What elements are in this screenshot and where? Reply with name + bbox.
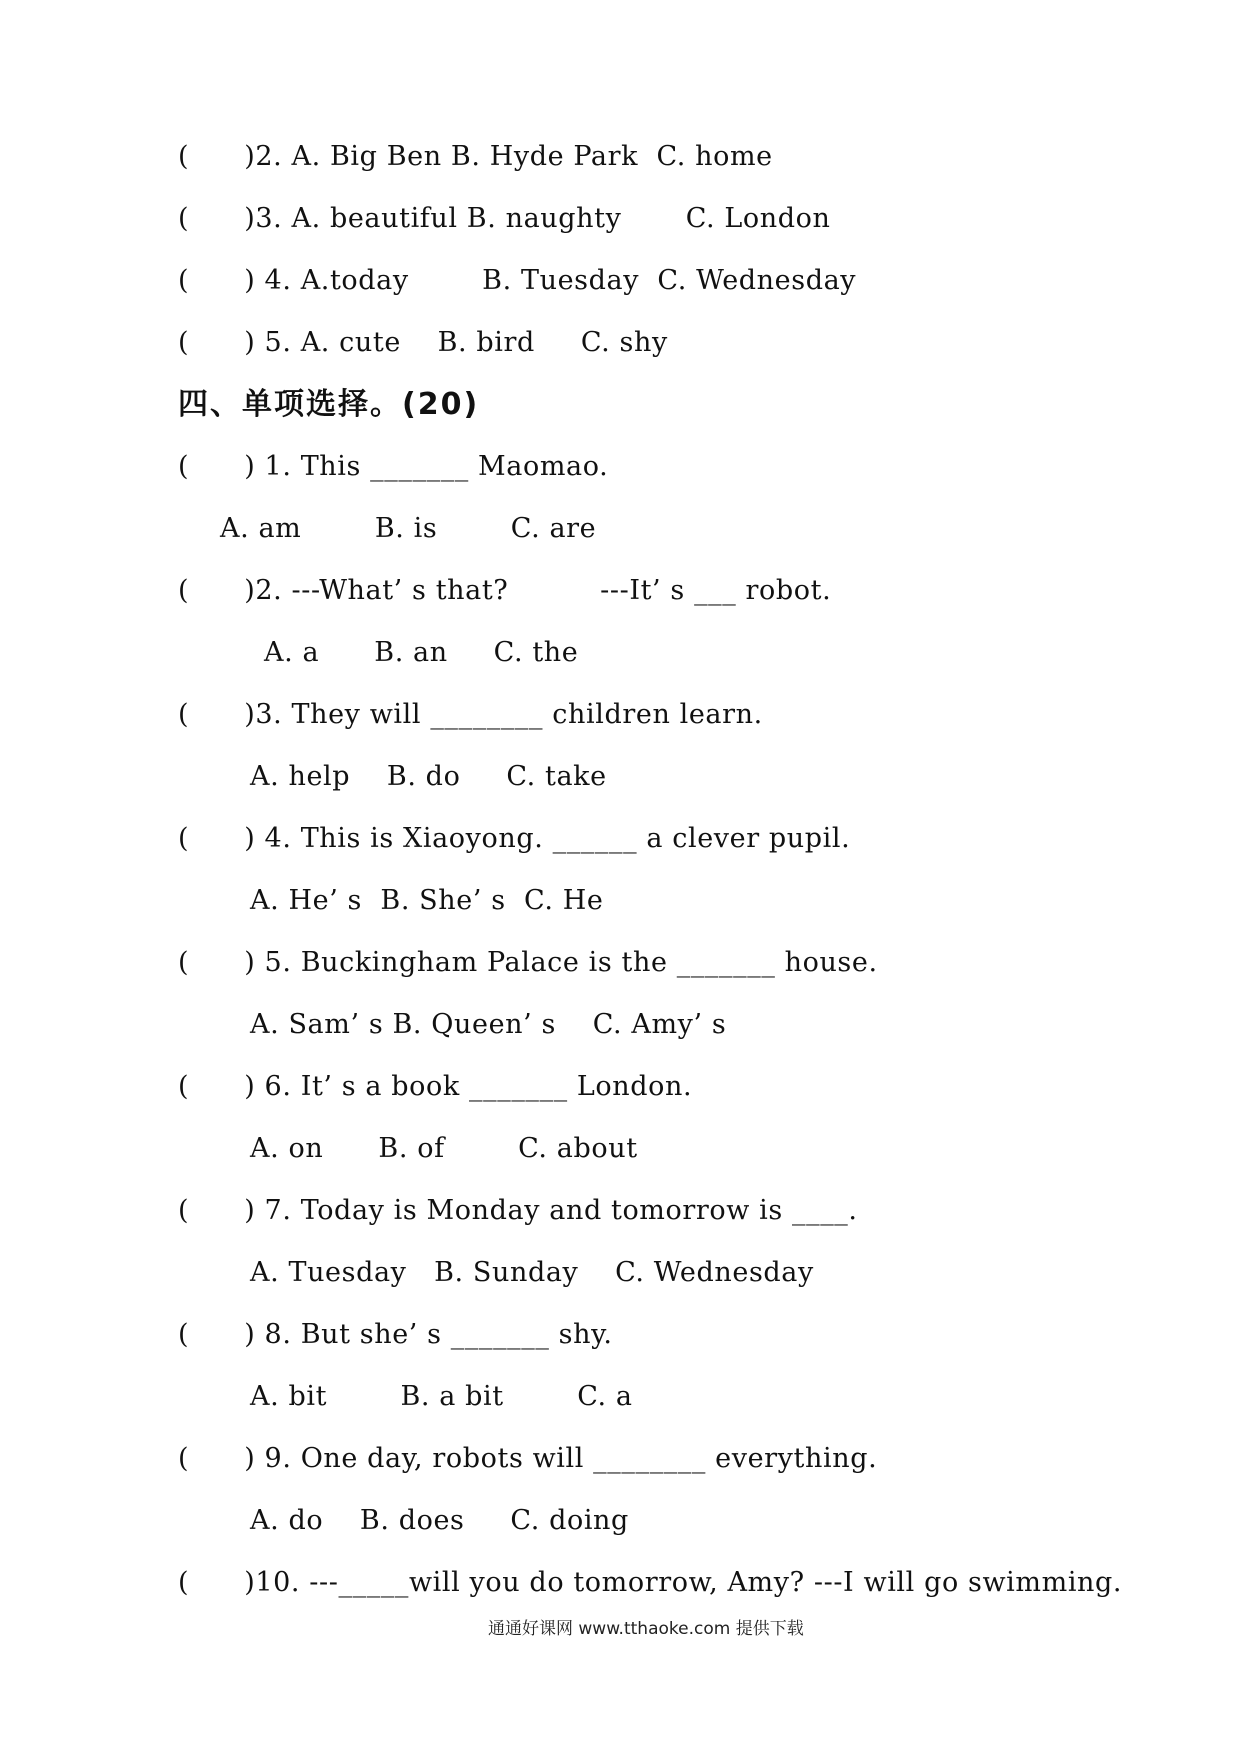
page-footer: 通通好课网 www.tthaoke.com 提供下载 bbox=[488, 1619, 804, 1639]
q2-stem: ( )2. ---What’ s that? ---It’ s ___ robot. bbox=[178, 575, 832, 606]
q8-options: A. bit B. a bit C. a bbox=[250, 1381, 633, 1412]
q3-options: A. help B. do C. take bbox=[250, 761, 607, 792]
s3-item-3: ( )3. A. beautiful B. naughty C. London bbox=[178, 203, 831, 234]
q5-options: A. Sam’ s B. Queen’ s C. Amy’ s bbox=[250, 1009, 727, 1040]
s3-item-4: ( ) 4. A.today B. Tuesday C. Wednesday bbox=[178, 265, 857, 296]
q3-stem: ( )3. They will ________ children learn. bbox=[178, 699, 763, 730]
q9-stem: ( ) 9. One day, robots will ________ everything. bbox=[178, 1443, 878, 1474]
q1-stem: ( ) 1. This _______ Maomao. bbox=[178, 451, 609, 482]
q10-stem: ( )10. ---_____will you do tomorrow, Amy? ---I will go swimming. bbox=[178, 1567, 1123, 1598]
q6-options: A. on B. of C. about bbox=[250, 1133, 638, 1164]
q2-options: A. a B. an C. the bbox=[264, 637, 579, 668]
q6-stem: ( ) 6. It’ s a book _______ London. bbox=[178, 1071, 693, 1102]
q8-stem: ( ) 8. But she’ s _______ shy. bbox=[178, 1319, 613, 1350]
q1-options: A. am B. is C. are bbox=[220, 513, 597, 544]
q5-stem: ( ) 5. Buckingham Palace is the _______ house. bbox=[178, 947, 878, 978]
s3-item-5: ( ) 5. A. cute B. bird C. shy bbox=[178, 327, 668, 358]
s3-item-2: ( )2. A. Big Ben B. Hyde Park C. home bbox=[178, 141, 773, 172]
q9-options: A. do B. does C. doing bbox=[250, 1505, 629, 1536]
q7-options: A. Tuesday B. Sunday C. Wednesday bbox=[250, 1257, 814, 1288]
q4-options: A. He’ s B. She’ s C. He bbox=[250, 885, 604, 916]
section-4-heading: 四、单项选择。(20) bbox=[178, 387, 480, 422]
q4-stem: ( ) 4. This is Xiaoyong. ______ a clever pupil. bbox=[178, 823, 851, 854]
q7-stem: ( ) 7. Today is Monday and tomorrow is ____. bbox=[178, 1195, 858, 1226]
